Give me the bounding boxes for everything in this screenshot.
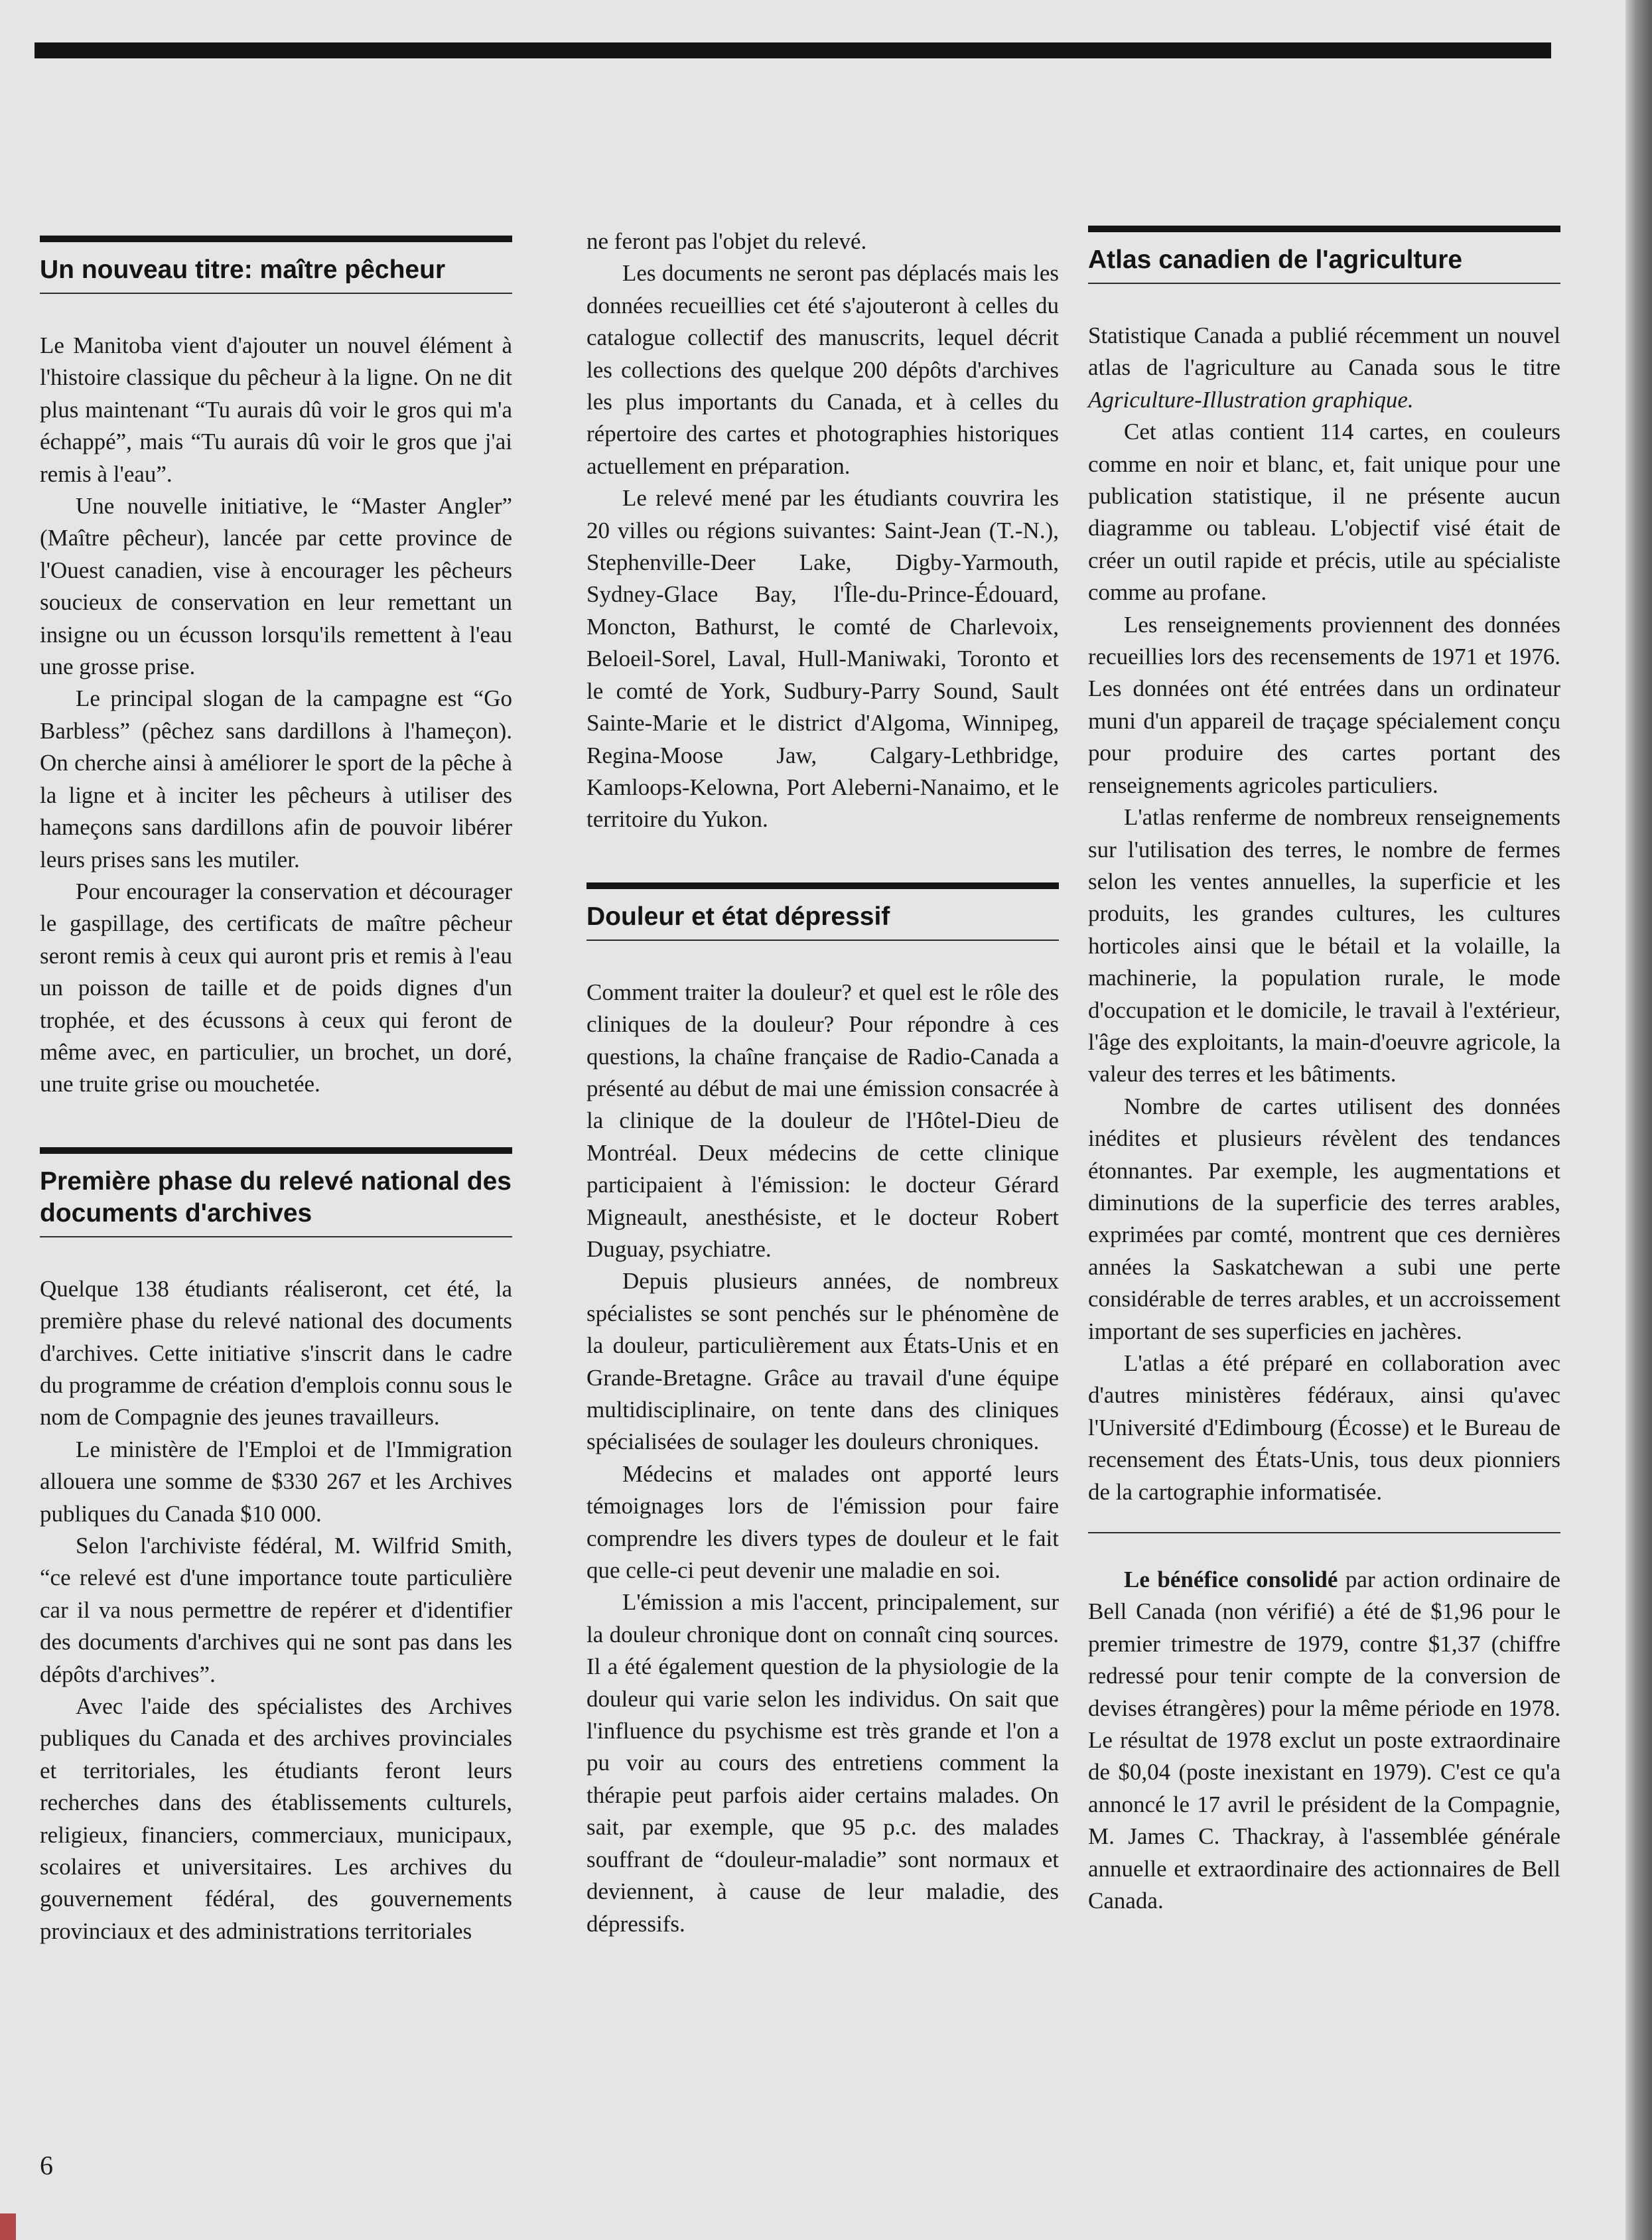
lead-in: Le bénéfice consolidé [1124,1567,1338,1593]
heading-underline [1088,283,1560,284]
heading-rule [40,1147,512,1154]
paragraph: L'atlas renferme de nombreux renseignements sur l'utilisation des terres, le nombre de fermes selon les ventes annuelles, la superficie et les produits, les grandes cultures, les cultures horticoles ainsi que le bétail et la volaille, la machinerie, la population rurale, le mode d'occupation et le domicile, le travail à l'extérieur, l'âge des exploitants, la main-d'oeuvre agricole, la valeur des terres et les bâtiments. [1088,804,1560,1087]
article-douleur [586,882,1059,1940]
heading-rule [1088,226,1560,232]
article-title: Un nouveau titre: maître pêcheur [40,255,446,284]
paragraph [1088,1564,1560,1917]
article-bell [1088,1564,1560,1917]
paragraph: Une nouvelle initiative, le “Master Angler” (Maître pêcheur), lancée par cette province de l'Ouest canadien, vise à encourager les pêcheurs soucieux de conservation en leur remettant un insigne ou un écusson lorsqu'ils remettent à l'eau une grosse prise. [40,493,512,680]
column-2 [586,226,1059,1987]
paragraph: L'émission a mis l'accent, principalement, sur la douleur chronique dont on connaît cinq sources. Il a été également question de la physiologie de la douleur qui varie selon les individus. On sait que l'influence du psychisme est très grande et l'on a pu voir au cours des entretiens comment la thérapie peut parfois aider certains malades. On sait, par exemple, que 95 p.c. des malades souffrant de “douleur-maladie” sont normaux et deviennent, à cause de leur maladie, des dépressifs. [586,1589,1059,1937]
paragraph: ne feront pas l'objet du relevé. [586,228,867,254]
paragraph: Cet atlas contient 114 cartes, en couleurs comme en noir et blanc, et, fait unique pour une publication statistique, il ne présente aucun diagramme ou tableau. L'objectif visé était de créer un outil rapide et précis, utile au spécialiste comme au profane. [1088,419,1560,606]
paragraph: Comment traiter la douleur? et quel est le rôle des cliniques de la douleur? Pour répondre à ces questions, la chaîne française de Radio-Canada a présenté au début de mai une émission consacrée à la clinique de la douleur de l'Hôtel-Dieu de Montréal. Deux médecins de cette clinique participaient à l'émission: le docteur Gérard Migneault, anesthésiste, et le docteur Robert Duguay, psychiatre. [586,979,1059,1262]
separator-rule [1088,1532,1560,1533]
paragraph: Nombre de cartes utilisent des données inédites et plusieurs révèlent des tendances étonnantes. Par exemple, les augmentations et diminutions de la superficie des terres arables, exprimées par comté, montrent que ces dernières années la Saskatchewan a subi une perte considérable de terres arables, et un accroissement important de ses superficies en jachères. [1088,1093,1560,1344]
paragraph: Pour encourager la conservation et décourager le gaspillage, des certificats de maître pêcheur seront remis à ceux qui auront pris et remis à l'eau un poisson de taille et de poids dignes d'un trophée, et des écussons à ceux qui feront de même avec, en particulier, un brochet, un doré, une truite grise ou mouchetée. [40,878,512,1097]
paragraph: Selon l'archiviste fédéral, M. Wilfrid Smith, “ce relevé est d'une importance toute particulière car il va nous permettre de repérer et d'identifier des documents d'archives qui ne sont pas dans les dépôts d'archives”. [40,1533,512,1687]
paragraph: Le relevé mené par les étudiants couvrira les 20 villes ou régions suivantes: Saint-Jean (T.-N.), Stephenville-Deer Lake, Digby-Yarmouth, Sydney-Glace Bay, l'Île-du-Prince-Édouard, Moncton, Bathurst, le comté de Charlevoix, Beloeil-Sorel, Laval, Hull-Maniwaki, Toronto et le comté de York, Sudbury-Parry Sound, Sault Sainte-Marie et le district d'Algoma, Winnipeg, Regina-Moose Jaw, Calgary-Lethbridge, Kamloops-Kelowna, Port Aleberni-Nanaimo, et le territoire du Yukon. [586,485,1059,833]
cover-corner [0,2213,16,2240]
article-title: Atlas canadien de l'agriculture [1088,245,1463,274]
column-1 [40,236,512,1994]
article-maitre-pecheur [40,236,512,1101]
heading-rule [40,236,512,242]
article-title: Première phase du relevé national des documents d'archives [40,1166,512,1227]
heading-rule [586,882,1059,889]
article-releve-archives-continued [586,226,1059,836]
article-atlas [1088,226,1560,1508]
paragraph: L'atlas a été préparé en collaboration avec d'autres ministères fédéraux, ainsi qu'avec l'Université d'Edimbourg (Écosse) et le Bureau de recensement des États-Unis, tous deux pionniers de la cartographie informatisée. [1088,1350,1560,1505]
top-rule [34,42,1551,58]
paragraph: Les documents ne seront pas déplacés mais les données recueillies cet été s'ajouteront à celles du catalogue collectif des manuscrits, lequel décrit les collections des quelque 200 dépôts d'archives les plus importants du Canada, et à celles du répertoire des cartes et photographies historiques actuellement en préparation. [586,260,1059,479]
paragraph: Depuis plusieurs années, de nombreux spécialistes se sont penchés sur le phénomène de la douleur, particulièrement aux États-Unis et en Grande-Bretagne. Grâce au travail d'une équipe multidisciplinaire, on tente dans des cliniques spécialisées de soulager les douleurs chroniques. [586,1268,1059,1455]
paragraph: Le Manitoba vient d'ajouter un nouvel élément à l'histoire classique du pêcheur à la ligne. On ne dit plus maintenant “Tu aurais dû voir le gros qui m'a échappé”, mais “Tu aurais dû voir le gros que j'ai remis à l'eau”. [40,332,512,487]
heading-underline [40,293,512,294]
paragraph-text: par action ordinaire de Bell Canada (non vérifié) a été de $1,96 pour le premier trimestre de 1979, contre $1,37 (chiffre redressé pour tenir compte de la conversion de devises étrangères) pour la même période en 1978. Le résultat de 1978 exclut un poste extraordinaire de $0,04 (poste inexistant en 1979). C'est ce qu'a annoncé le 17 avril le président de la Compagnie, M. James C. Thackray, à l'assemblée générale annuelle et extraordinaire des actionnaires de Bell Canada. [1088,1567,1560,1914]
paragraph: Quelque 138 étudiants réaliseront, cet été, la première phase du relevé national des documents d'archives. Cette initiative s'inscrit dans le cadre du programme de création d'emplois connu sous le nom de Compagnie des jeunes travailleurs. [40,1275,512,1431]
publication-title: Agriculture-Illustration graphique. [1088,386,1414,413]
paragraph: Avec l'aide des spécialistes des Archives publiques du Canada et des archives provinciales et territoriales, les étudiants feront leurs recherches dans des établissements culturels, religieux, financiers, commerciaux, municipaux, scolaires et universitaires. Les archives du gouvernement fédéral, des gouvernements provinciaux et des administrations territoriales [40,1693,512,1944]
heading-underline [586,940,1059,941]
paragraph: Le ministère de l'Emploi et de l'Immigration allouera une somme de $330 267 et les Archives publiques du Canada $10 000. [40,1436,512,1527]
article-title: Douleur et état dépressif [586,902,890,931]
paragraph: Médecins et malades ont apporté leurs témoignages lors de l'émission pour faire comprendre les divers types de douleur et le fait que celle-ci peut devenir une maladie en soi. [586,1460,1059,1584]
paragraph [1088,320,1560,416]
column-3 [1088,226,1560,1964]
paragraph: Le principal slogan de la campagne est “Go Barbless” (pêchez sans dardillons à l'hameçon). On cherche ainsi à améliorer le sport de la pêche à la ligne et à inciter les pêcheurs à utiliser des hameçons sans dardillons afin de pouvoir libérer leurs prises sans les mutiler. [40,685,512,873]
paragraph-text: Statistique Canada a publié récemment un nouvel atlas de l'agriculture au Canada sous le titre [1088,322,1560,381]
page-edge [1625,0,1652,2240]
article-releve-archives [40,1147,512,1948]
page-number: 6 [40,2150,53,2180]
heading-underline [40,1236,512,1237]
paragraph: Les renseignements proviennent des données recueillies lors des recensements de 1971 et 1976. Les données ont été entrées dans un ordinateur muni d'un appareil de traçage spécialement conçu pour produire des cartes portant des renseignements agricoles particuliers. [1088,611,1560,798]
